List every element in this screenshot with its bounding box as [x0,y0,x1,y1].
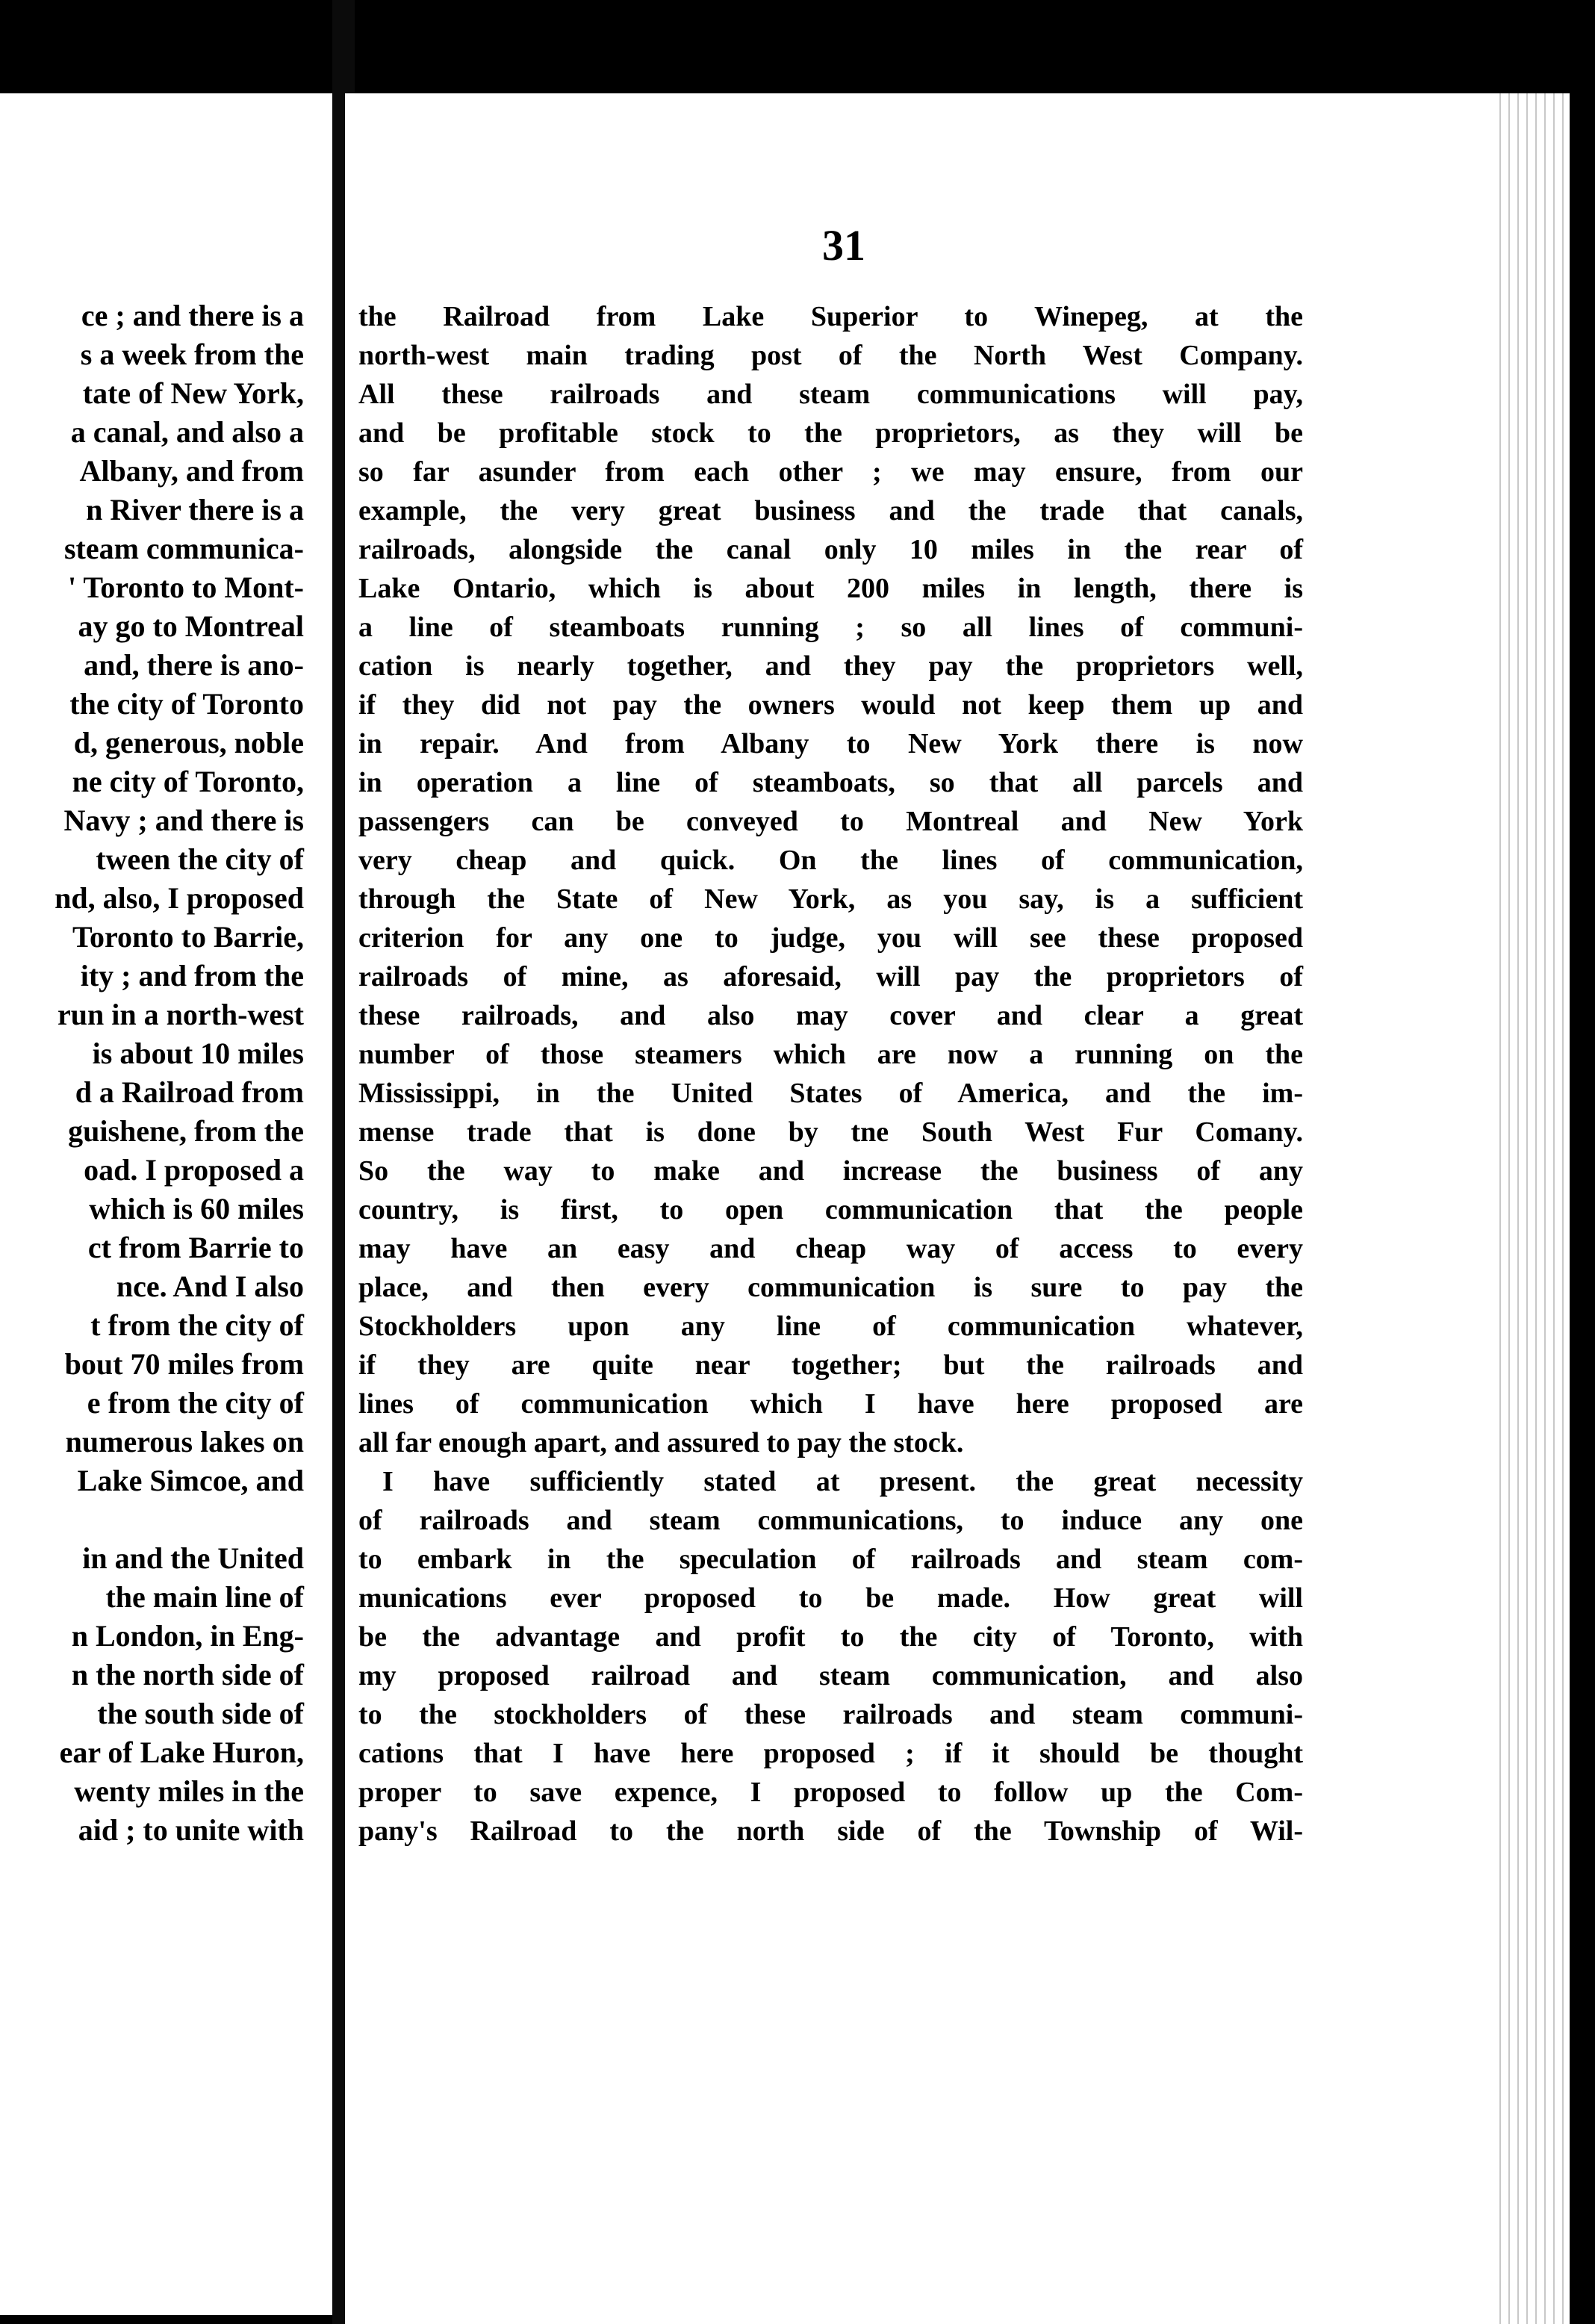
right-page-line: Mississippi, in the United States of America, and the im- [358,1078,1303,1109]
right-page-line: pany's Railroad to the north side of the Township of Wil- [358,1815,1303,1847]
right-page-line: Stockholders upon any line of communication whatever, [358,1311,1303,1342]
right-page-line: I have sufficiently stated at present. the great necessity [382,1466,1303,1497]
right-page-line: my proposed railroad and steam communication, and also [358,1660,1303,1691]
left-page-line: is about 10 miles [92,1037,304,1070]
left-page-line: aid ; to unite with [78,1813,304,1847]
left-page-line: a canal, and also a [70,415,304,449]
left-page-line: ' Toronto to Mont- [68,571,304,604]
right-page-line: if they did not pay the owners would not keep them up and [358,689,1303,721]
right-page-line: munications ever proposed to be made. How great will [358,1582,1303,1614]
right-page-line: lines of communication which I have here proposed are [358,1388,1303,1420]
right-page-line: proper to save expence, I proposed to follow up the Com- [358,1777,1303,1808]
scan-mark [45,7,49,12]
left-page-line: ct from Barrie to [87,1231,304,1264]
left-page-line: ay go to Montreal [78,609,304,643]
right-page-line: railroads, alongside the canal only 10 miles in the rear of [358,534,1303,565]
left-page-line: d, generous, noble [73,726,304,759]
left-page-fragment [0,93,332,2315]
left-page-line: s a week from the [80,338,304,371]
right-page-line: to the stockholders of these railroads and steam communi- [358,1699,1303,1730]
right-page-line: passengers can be conveyed to Montreal and New York [358,806,1303,837]
right-page-line: mense trade that is done by tne South West Fur Comany. [358,1116,1303,1148]
left-page-line: Navy ; and there is [63,804,304,837]
right-page-line: railroads of mine, as aforesaid, will pay the proprietors of [358,961,1303,992]
right-page-line: if they are quite near together; but the railroads and [358,1349,1303,1381]
right-page-line: So the way to make and increase the business of any [358,1155,1303,1187]
left-page-line: ity ; and from the [80,959,304,992]
left-page-line: Toronto to Barrie, [72,920,304,954]
right-page-line: to embark in the speculation of railroads and steam com- [358,1544,1303,1575]
right-page-line: of railroads and steam communications, to induce any one [358,1505,1303,1536]
right-page-text [358,297,1303,1851]
right-page-line: north-west main trading post of the North West Company. [358,340,1303,371]
right-page-line: cations that I have here proposed ; if it should be thought [358,1738,1303,1769]
right-page-line: very cheap and quick. On the lines of communication, [358,845,1303,876]
right-page-line: be the advantage and profit to the city of Toronto, with [358,1621,1303,1653]
left-page-line: t from the city of [90,1308,304,1342]
left-page-line: numerous lakes on [65,1425,304,1458]
left-page-line: n River there is a [86,493,304,526]
left-page-line: ce ; and there is a [81,299,304,332]
left-page-line: tate of New York, [82,376,304,410]
left-page-line: wenty miles in the [74,1774,304,1808]
right-page-line: All these railroads and steam communications will pay, [358,379,1303,410]
right-page-line: so far asunder from each other ; we may ensure, from our [358,456,1303,488]
right-page-line: may have an easy and cheap way of access to every [358,1233,1303,1264]
left-page-line: guishene, from the [68,1114,304,1148]
right-page-line: in repair. And from Albany to New York there is now [358,728,1303,759]
right-page-line: country, is first, to open communication that the people [358,1194,1303,1225]
left-page-line: ear of Lake Huron, [59,1736,304,1769]
right-page-line: through the State of New York, as you say, is a sufficient [358,883,1303,915]
left-page-line: e from the city of [87,1386,304,1420]
right-page-line: example, the very great business and the trade that canals, [358,495,1303,526]
right-page-line: Lake Ontario, which is about 200 miles in length, there is [358,573,1303,604]
left-page-line [0,1500,304,1539]
left-page-line: and, there is ano- [84,648,304,682]
left-page-line: the city of Toronto [69,687,304,721]
right-page-line: the Railroad from Lake Superior to Winepeg, at the [358,301,1303,332]
page-number: 31 [822,221,865,270]
left-page-line: d a Railroad from [75,1075,304,1109]
right-page-line: all far enough apart, and assured to pay the stock. [358,1427,964,1458]
right-page-line: these railroads, and also may cover and clear a great [358,1000,1303,1031]
right-page-line: cation is nearly together, and they pay the proprietors well, [358,650,1303,682]
left-page-line: which is 60 miles [89,1192,304,1225]
left-page-line: the main line of [105,1580,304,1614]
left-page-line: n London, in Eng- [71,1619,304,1653]
left-page-line: tween the city of [96,842,304,876]
left-page-line: Albany, and from [79,454,304,488]
right-page-line: in operation a line of steamboats, so that all parcels and [358,767,1303,798]
left-page-line: the south side of [97,1697,304,1730]
scan-mark [213,9,216,25]
page-edges [1495,93,1570,2324]
left-page-line: bout 70 miles from [64,1347,304,1381]
left-page-line: n the north side of [71,1658,304,1691]
left-page-line: oad. I proposed a [84,1153,304,1187]
left-page-line: ne city of Toronto, [72,765,304,798]
left-page-line: steam communica- [63,532,304,565]
left-page-line: nce. And I also [116,1270,304,1303]
left-page-line: run in a north-west [57,998,304,1031]
left-page-line: nd, also, I proposed [55,881,304,915]
left-page-line: in and the United [82,1541,304,1575]
right-page-line: number of those steamers which are now a running on the [358,1039,1303,1070]
left-page-text [0,296,304,1850]
left-page-line: Lake Simcoe, and [77,1464,304,1497]
right-page-line: a line of steamboats running ; so all lines of communi- [358,612,1303,643]
right-page-line: place, and then every communication is sure to pay the [358,1272,1303,1303]
right-page-line: and be profitable stock to the proprietors, as they will be [358,417,1303,449]
right-page-line: criterion for any one to judge, you will see these proposed [358,922,1303,954]
